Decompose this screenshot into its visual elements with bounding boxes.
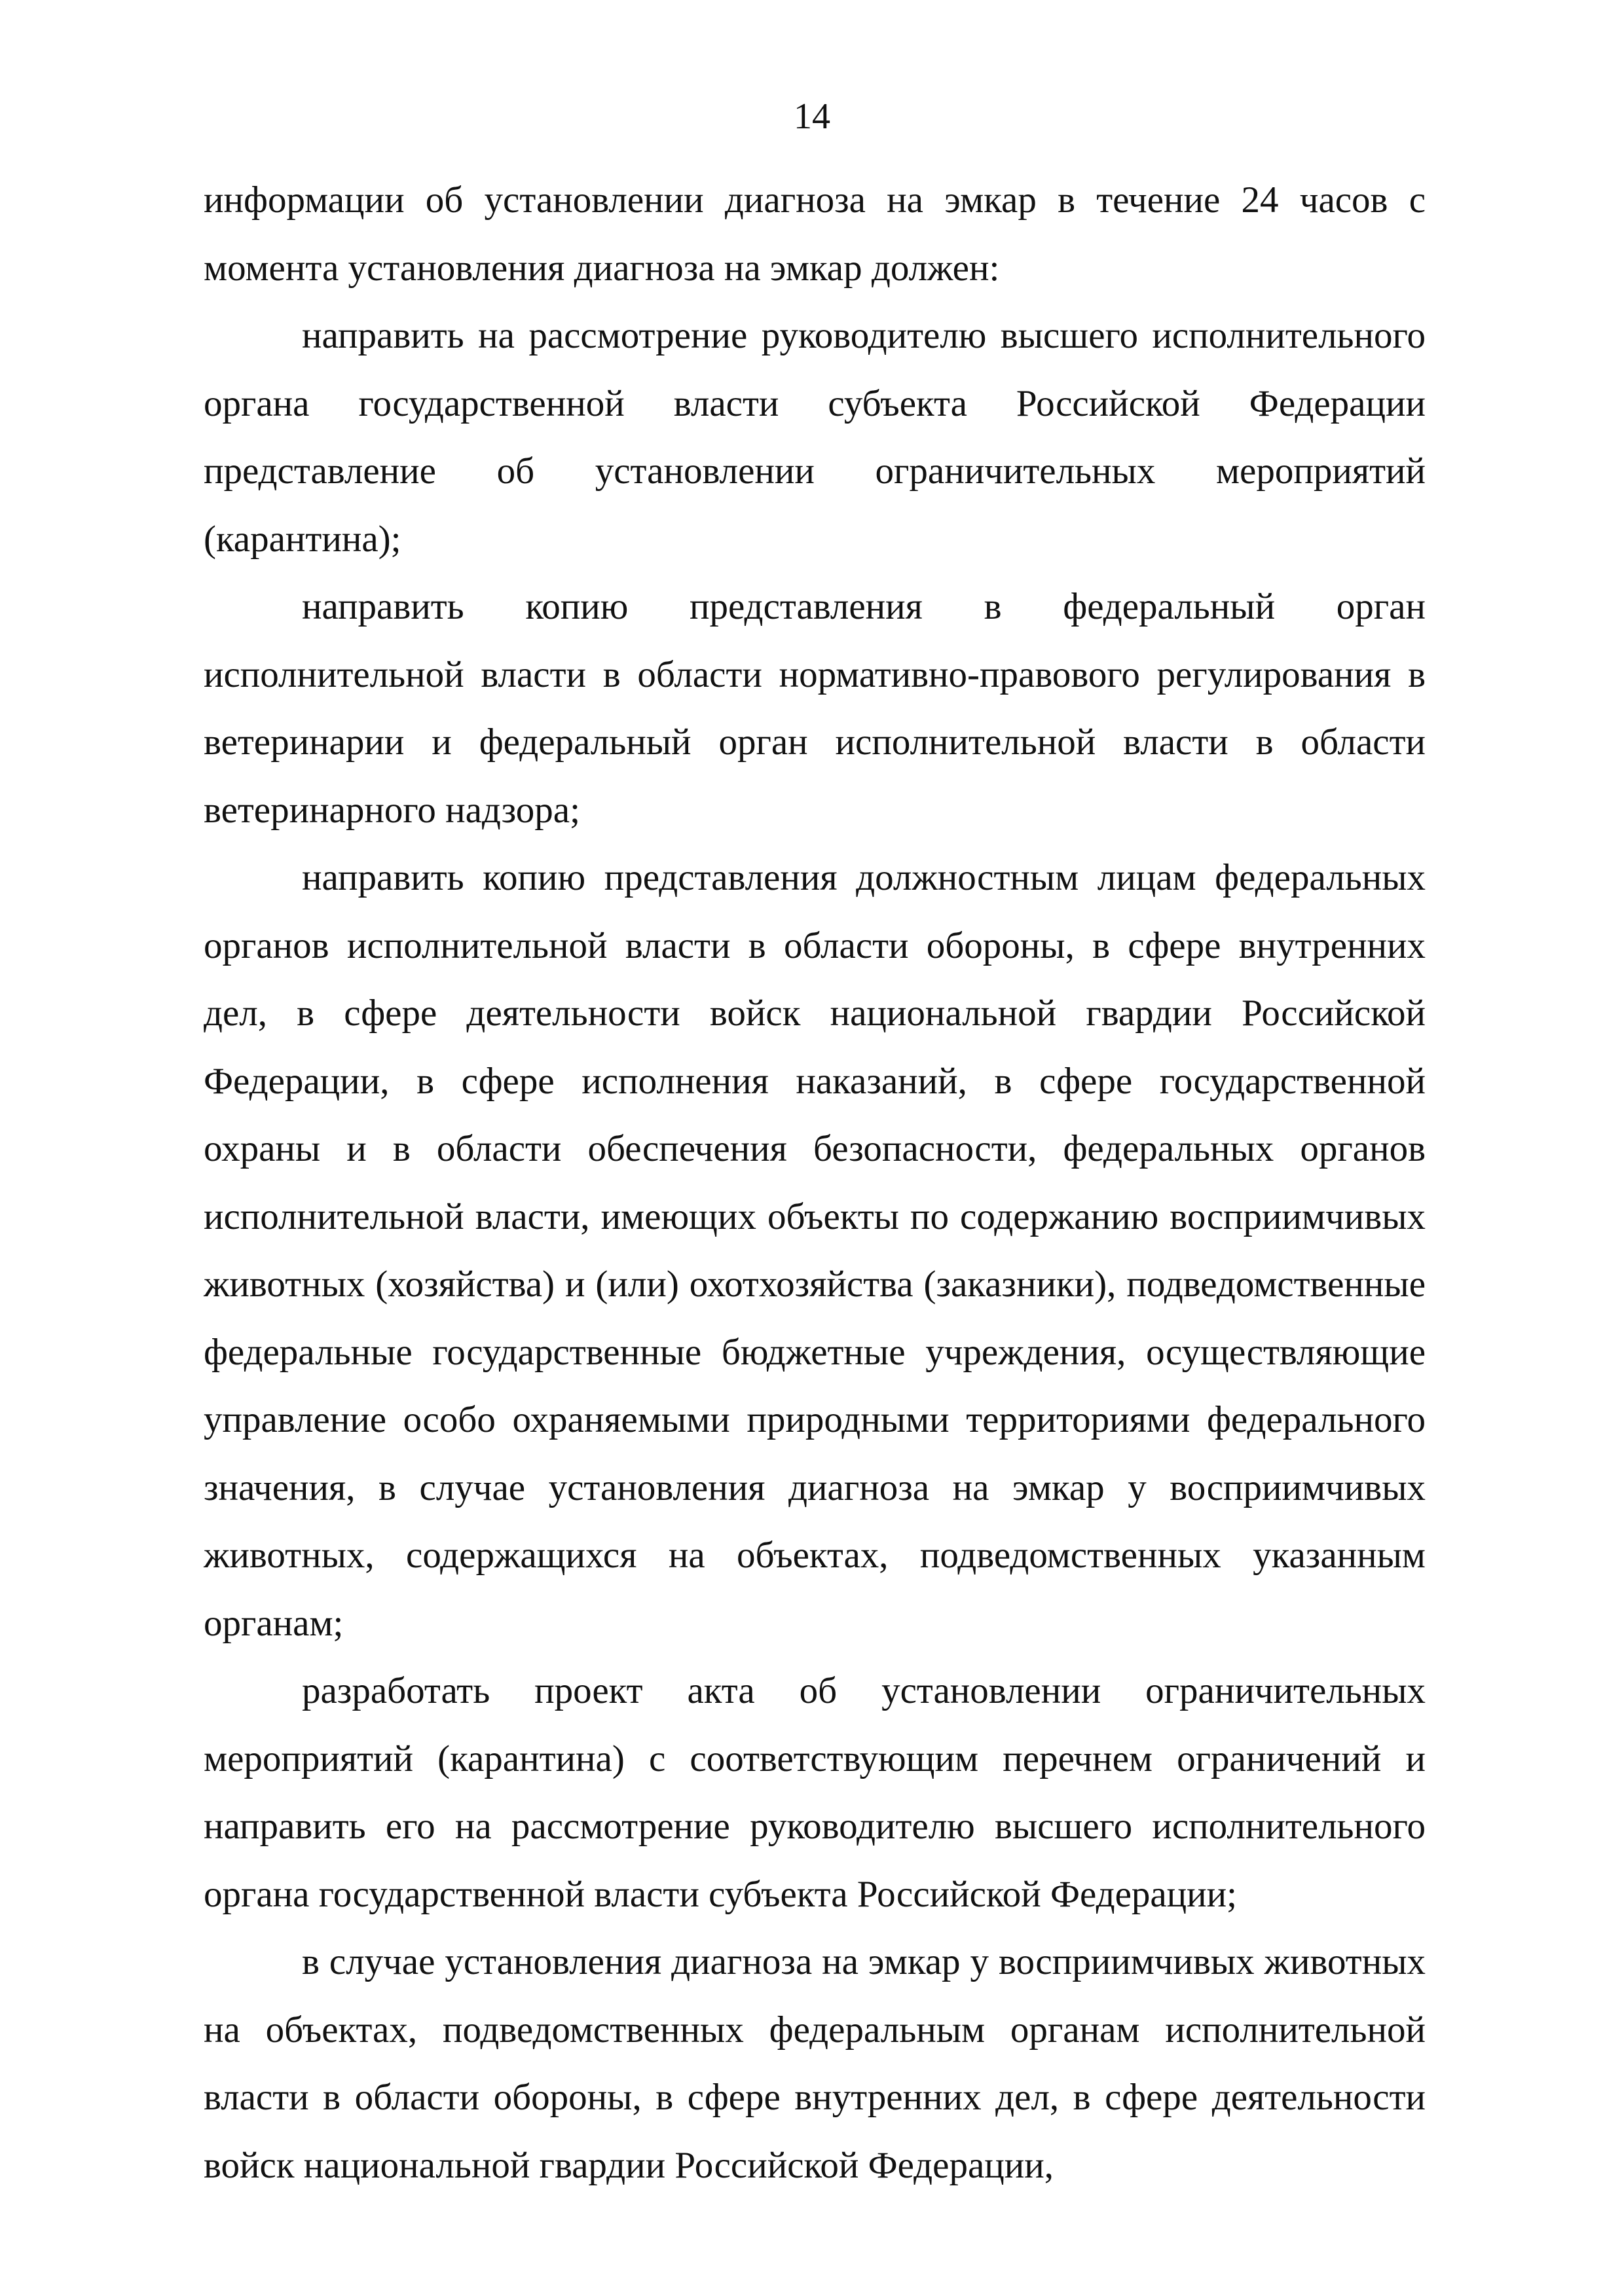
paragraph-send-copy-officials: направить копию представления должностным лицам федеральных органов исполнительной власти в области обороны, в сфере внутренних дел, в сфере деятельности войск национальной гвардии Российской Федерации, в сфере исполнения наказаний, в сфере государственной охраны и в области обеспечения безопасности, федеральных органов исполнительной власти, имеющих объекты по содержанию восприимчивых животных (хозяйства) и (или) охотхозяйства (заказники), подведомственные федеральные государственные бюджетные учреждения, осуществляющие управление особо охраняемыми природными территориями федерального значения, в случае установления диагноза на эмкар у восприимчивых животных, содержащихся на объектах, подведомственных указанным органам;	[204, 857, 1426, 1644]
paragraph-continuation: информации об установлении диагноза на эмкар в течение 24 часов с момента установления диагноза на эмкар должен:	[204, 179, 1426, 289]
document-body	[204, 166, 1426, 2199]
paragraph-draft-act: разработать проект акта об установлении ограничительных мероприятий (карантина) с соответствующим перечнем ограничений и направить его на рассмотрение руководителю высшего исполнительного органа государственной власти субъекта Российской Федерации;	[204, 1670, 1426, 1915]
paragraph-submit-representation: направить на рассмотрение руководителю высшего исполнительного органа государственной власти субъекта Российской Федерации представление об установлении ограничительных мероприятий (карантина);	[204, 315, 1426, 560]
paragraph-case-of-diagnosis: в случае установления диагноза на эмкар у восприимчивых животных на объектах, подведомственных федеральным органам исполнительной власти в области обороны, в сфере внутренних дел, в сфере деятельности войск национальной гвардии Российской Федерации,	[204, 1941, 1426, 2186]
paragraph-send-copy-federal-organ: направить копию представления в федеральный орган исполнительной власти в области нормативно-правового регулирования в ветеринарии и федеральный орган исполнительной власти в области ветеринарного надзора;	[204, 586, 1426, 831]
page-number: 14	[794, 96, 830, 137]
